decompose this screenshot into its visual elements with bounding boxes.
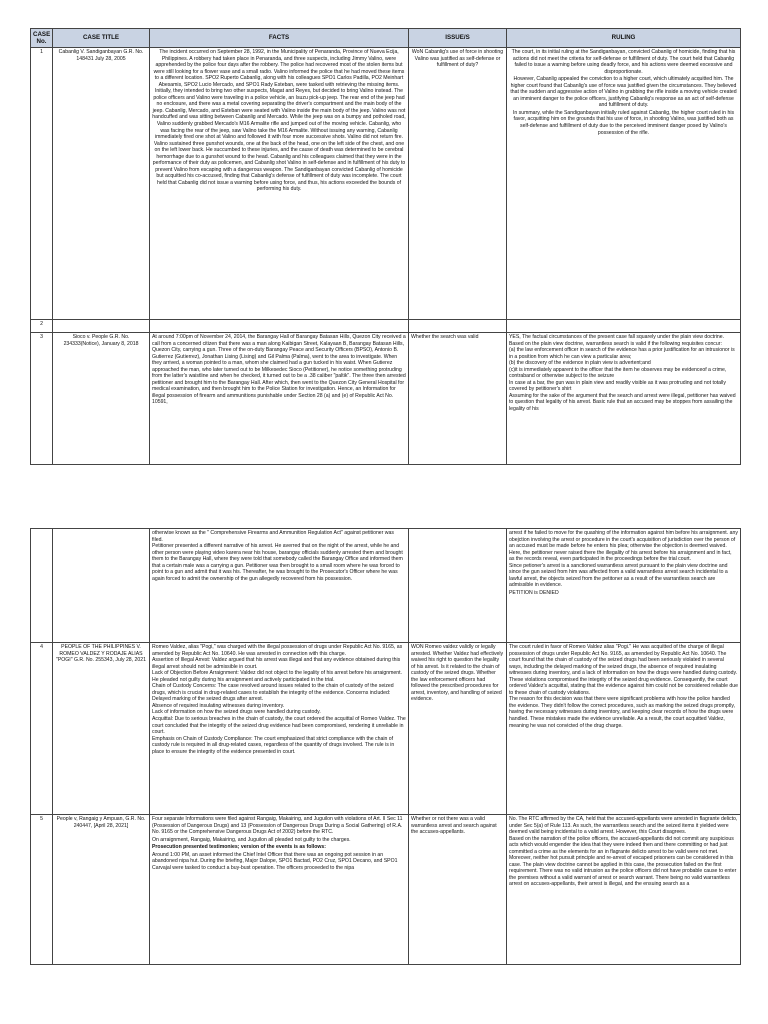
case-issues <box>409 529 507 643</box>
case-ruling <box>507 643 741 815</box>
ruling-paragraph: However, Cabanlig appealed the conviction to a higher court, which ultimately acquitted him. The higher court found that Cabanlig's use of force was justified given the circumstances. They believed that the sudden and aggressive action of Valino in grabbing the rifle inside a moving vehicle created an imminent danger to the police officers, justifying Cabanlig's response as an act of self-defense and fulfillment of duty. <box>510 76 737 109</box>
case-title: Sioco v. People G.R. No. 234333(Notice), January 8, 2018 <box>53 333 150 465</box>
case-ruling <box>507 48 741 320</box>
case-digest-table-continued <box>30 528 741 965</box>
ruling-text: No. The RTC affirmed by the CA, held that the accused-appellants were arrested in flagrante delicto, under Sec 5(a) of Rule 113. As such, the warrantless search and the seized items it yielded were deemed valid being incidental to a valid arrest. However, this Court disagrees. Based on the narration of the police officers, the accused-appellants did not commit any suspicious acts which would engender the idea that they were indeed then and there committing or had just committed a crime as the elements for an in flagrante delicto arrest to be valid were not met. Moreover, neither hot pursuit principle and re-arrest of escaped prisoners can be considered in this case. The plain view doctrine cannot be applied in this case, the prosecution failed on the first requirement. There was no valid intrusion as the police officers did not have probable cause to enter the premises without a valid warrant of arrest or search warrant. There being no valid warrantless arrest on accuses-appellants, their arrest is illegal, and the ensuing search as a <box>509 816 738 888</box>
table-header-row <box>31 29 741 48</box>
case-ruling <box>507 529 741 643</box>
case-facts <box>150 815 409 965</box>
case-issues: WON Romeo valdez validly or legally arrested. Whether Valdez had effectively waived his right to question the legality of his arrest. Is it related to the chain of custody of the seized drugs. Whether the law enforcement officers had followed the prescribed procedures for arrest, inventory, and handling of seized evidence. <box>409 643 507 815</box>
case-number: 3 <box>31 333 53 465</box>
case-number: 5 <box>31 815 53 965</box>
case-number: 1 <box>31 48 53 320</box>
case-facts <box>150 320 409 333</box>
case-ruling <box>507 815 741 965</box>
case-ruling <box>507 320 741 333</box>
facts-text: At around 7:00pm of November 24, 2014, the Barangay Hall of Barangay Batasan Hills, Quezon City received a call from a concerned citizen that there was a man along Kaibigan Street, Kalayaan B, Barangay Batasan Hills, Quezon City, carrying a gun. Three of the on-duty Barangay Peace and Security Officers (BPSO), Antonio B. Gutierrez (Gutierrez), Jonathan Lising (Lising) and Gil Palma (Palma), went to the area to investigate. When they arrived, a woman pointed to a man, whom she claimed had a gun tucked in his waist. When Gutierez approached the man, who later turned out to be Milkesedec Sioco (Petitioner), he notice something protruding from the latter's waistline and when he checked, it turned out to be a .38 caliber "paltik". The three then arrested petitioner and brought him to the Barangay Hall. After which, then went to the Quezon City General Hospital for medical examination, and then brought him to the Police Station for investigation. Hence, an Information for illegal possession of firearm and ammunitions punishable under Section 28 (a) and (e) of Republic Act No. 10591, <box>152 334 406 406</box>
table-row <box>31 529 741 643</box>
case-facts <box>150 643 409 815</box>
table-row <box>31 48 741 320</box>
header-case-no: CASE No. <box>31 29 53 48</box>
case-facts: The incident occurred on September 28, 1992, in the Municipality of Penaranda, Province of Nueva Ecija, Philippines. A robbery had taken place in Penaranda, and three suspects, including Jimmy Valino, were apprehended by the police four days after the robbery. The police had recovered most of the stolen items but were still looking for a flower vase and a small radio. Valino informed the police that he had moved these items to a different location. SPO2 Ruperto Cabanlig, along with his colleagues SPO1 Carlos Padilla, PO2 Meinhart Abesamis, SPO2 Lucio Mercado, and SPO1 Rady Esteban, were tasked with retrieving the missing items. Initially, they intended to bring two other suspects, Magat and Reyes, but decided to bring Valino instead. The police officers and Valino were traveling in a police vehicle, an Isuzu pick-up jeep. The rear end of the jeep had no enclosure, and there was a metal covering separating the driver's compartment and the main body of the jeep. Cabanlig, Mercado, and Esteban were seated with Valino inside the main body of the jeep. Valino was not handcuffed and was sitting between Cabanlig and Mercado. While the jeep was on a bumpy and potholed road, Valino suddenly grabbed Mercado's M16 Armalite rifle and jumped out of the moving vehicle. Cabanlig, who was facing the rear of the jeep, saw Valino take the M16 Armalite. Without issuing any warning, Cabanlig immediately fired one shot at Valino and followed it with four more successive shots. Valino did not return fire. Valino sustained three gunshot wounds, one at the back of the head, one on the left side of the chest, and one on the left lower back. He succumbed to these injuries, and the cause of death was determined to be cerebral hemorrhage due to a gunshot wound to the head. Cabanlig and his colleagues claimed that they were in the performance of their duty as policemen, and Cabanlig shot Valino in self-defense and in fulfillment of his duty to prevent Valino from escaping with a dangerous weapon. The Sandiganbayan convicted Cabanlig of homicide but acquitted his co-accused, finding that Cabanlig's defense of fulfillment of duty was incomplete. The court held that Cabanlig did not issue a warning before using force, and thus, his actions exceeded the bounds of performing his duty. <box>150 48 409 320</box>
table-row <box>31 643 741 815</box>
ruling-verdict: PETITION is DENIED <box>509 589 559 596</box>
case-title: People v, Rangaig y Ampuan, G.R. No. 240447, [April 28, 2021] <box>53 815 150 965</box>
case-issues <box>409 320 507 333</box>
ruling-text: The court ruled in favor of Romeo Valdez alias "Pogi." He was acquitted of the charge of illegal possession of drugs under Republic Act No. 9165, as amended by Republic Act No. 10640. The court found that the chain of custody of the seized drugs had been seriously violated in several ways, including the delayed marking of the seized drugs, the absence of required insulating witnesses during inventory, and a lack of information on how the drugs were handled during custody. These violations compromised the integrity of the seized drug evidence. Consequently, the court ordered Valdez's acquittal, stating that the evidence against him could not be considered reliable due to these chain of custody violations. The reason for this decision was that there were significant problems with how the police handled the evidence. They didn't follow the correct procedures, such as marking the seized drugs promptly, having the necessary witnesses during inventory, and keeping clear records of how the drugs were handled. These mistakes made the evidence unreliable. As a result, the court acquitted Valdez, meaning he was not convicted of the drug charge. <box>509 644 738 729</box>
case-number <box>31 529 53 643</box>
ruling-text: YES, The factual circumstances of the present case fall squarely under the plain view doctrine. Based on the plain view doctrine, warrantless search is valid if the following requisites concur: (a) the law enforcement officer in search of the evidence has a prior justification for an intrusionor is in a position from which he can view a particular area; (b) the discovery of the evidence in plain view is advertent;and (c)it is immediately apparent to the officer that the item he observes may be evidenceof a crime, contraband or otherwise subject to the seizure In case at a bar, the gun was in plain view and readily visible as it was protruding and not totally covered by petitioner's shirt Assuming for the sake of the argument that the search and arrest were illegal, petitioner has waived to question that legality of his arrest. Basic rule that an accused may be stoppes from assailing the legality of his <box>509 334 736 413</box>
case-title: Cabanlig V. Sandiganbayan G.R. No. 148431 July 28, 2005 <box>53 48 150 320</box>
case-title: PEOPLE OF THE PHILIPPINES V. ROMEO VALDEZ Y RODAJE ALIAS "POGI" G.R. No. 255343, July 28, 2021 <box>53 643 150 815</box>
facts-subheading: Prosecution presented testimonies; version of the events is as follows: <box>152 844 326 851</box>
table-row <box>31 333 741 465</box>
facts-paragraph: Four separate Informations were filed against Rangaig, Makairing, and Juguilon with violations of Art. II Sec 11 (Possession of Dangerous Drugs) and 13 (Possession of Dangerous Drugs During a Social Gathering) of R.A. No. 9165 or the Comprehensive Dangerous Drugs Act of 2002) before the RTC. <box>152 816 403 836</box>
case-issues: Whether or not there was a valid warrantless arrest and search against the accuses-appellants. <box>409 815 507 965</box>
case-ruling <box>507 333 741 465</box>
document-page-2 <box>30 528 740 1024</box>
header-ruling: RULING <box>507 29 741 48</box>
case-facts <box>150 529 409 643</box>
facts-paragraph: On arraignment, Rangaig, Makairing, and Juguilon all pleaded not guilty to the charges. <box>152 836 351 843</box>
ruling-paragraph: In summary, while the Sandiganbayan initially ruled against Cabanlig, the higher court ruled in his favor, acquitting him on the grounds that his use of force, in shooting Valino, was justified both as self-defense and fulfillment of duty due to the perceived imminent danger posed by Valino's possession of the rifle. <box>512 109 735 136</box>
page-gap <box>0 481 768 527</box>
table-row <box>31 815 741 965</box>
case-number: 2 <box>31 320 53 333</box>
document-page-1 <box>30 28 740 480</box>
case-digest-table <box>30 28 741 465</box>
case-title <box>53 529 150 643</box>
case-issues: Whether the search was valid <box>409 333 507 465</box>
table-row <box>31 320 741 333</box>
facts-text: Romeo Valdez, alias "Pogi," was charged with the illegal possession of drugs under Republic Act No. 9165, as amended by Republic Act No. 10640. He was arrested in connection with this charge. Assertion of Illegal Arrest: Valdez argued that his arrest was illegal and that any evidence obtained during this illegal arrest should not be admissible in court. Lack of Objection Before Arraignment: Valdez did not object to the legality of his arrest before his arraignment. He pleaded not guilty during his arraignment and actively participated in the trial. Chain of Custody Concerns: The case revolved around issues related to the chain of custody of the seized drugs, which is crucial in drug-related cases to establish the integrity of the evidence. Concerns included: Delayed marking of the seized drugs after arrest. Absence of required insulating witnesses during inventory. Lack of information on how the seized drugs were handled during custody. Acquittal: Due to serious breaches in the chain of custody, the court ordered the acquittal of Romeo Valdez. The court concluded that the integrity of the seized drug evidence had been compromised, rendering it unreliable in court. Emphasis on Chain of Custody Compliance: The court emphasized that strict compliance with the chain of custody rule is required in all drug-related cases, regardless of the quantity of drugs involved. The rule is in place to ensure the integrity of the evidence presented in court. <box>152 644 406 755</box>
header-case-title: CASE TITLE <box>53 29 150 48</box>
facts-text: otherwise known as the " Comprehensive Firearms and Ammunition Regulation Act" against petitioner was filed. Petitioner presented a different narrative of his arrest. He averred that on the night of the arrest, while he and other person were playing video karera near his house, barangay officials suddenly arrested them and brought them to the Barangay Hall, where they were told that somebody called the Barangay Office and informed them that a certain male was a carrying a gun. Petitioner was then brought to a small room where he was forced to point to a gun and admit that it was his. Thereafter, he was brought to the Prosecutor's Officer where he was again forced to admit the ownership of the gun allegedly recovered from his possession. <box>152 530 403 582</box>
header-issues: ISSUE/S <box>409 29 507 48</box>
facts-paragraph: Around 1:00 PM, an asset informed the Chief Intel Officer that there was an ongoing pot session in an abandoned nipa hut. During the briefing, Major Dalope, SPO1 Bactad, PO2 Cruz, SPO1 Decano, and SPO1 Carvajal were tasked to conduct a buy-bust operation. The officers proceeded to the nipa <box>152 851 398 871</box>
header-facts: FACTS <box>150 29 409 48</box>
case-facts <box>150 333 409 465</box>
ruling-paragraph: The court, in its initial ruling at the Sandiganbayan, convicted Cabanlig of homicide, finding that his actions did not meet the criteria for self-defense or fulfillment of duty. The court held that Cabanlig failed to issue a warning before using deadly force, and his actions were deemed excessive and disproportionate. <box>511 49 736 75</box>
case-number: 4 <box>31 643 53 815</box>
case-issues: WoN Cabanlig's use of force in shooting Valino was justified as self-defense or fulfillment of duty? <box>409 48 507 320</box>
ruling-text: arrest if he failed to move for the quashing of the information against him before his arraignment. any obejction involving the arrest or procedure in the court's acquisition of jurisdiction over the person of an accused must be made before he enters his plea; otherwise the objection is deemed waived. Here, the petitioner never raised there the illegality of his arrest before his arraignment and in fact, as the records reveal, even participated in the proceedings before the trial court. Since petioner's arrest is a sanctioned warrantless arrest pursuant to the plain view doctrine and since the gun seized from him was affected from a valid warrantless arrest search incidental to a lawful arrest, the objects seized from the petitoner as a result of the warrantless search are admissible in evidence. <box>509 530 738 589</box>
case-title <box>53 320 150 333</box>
